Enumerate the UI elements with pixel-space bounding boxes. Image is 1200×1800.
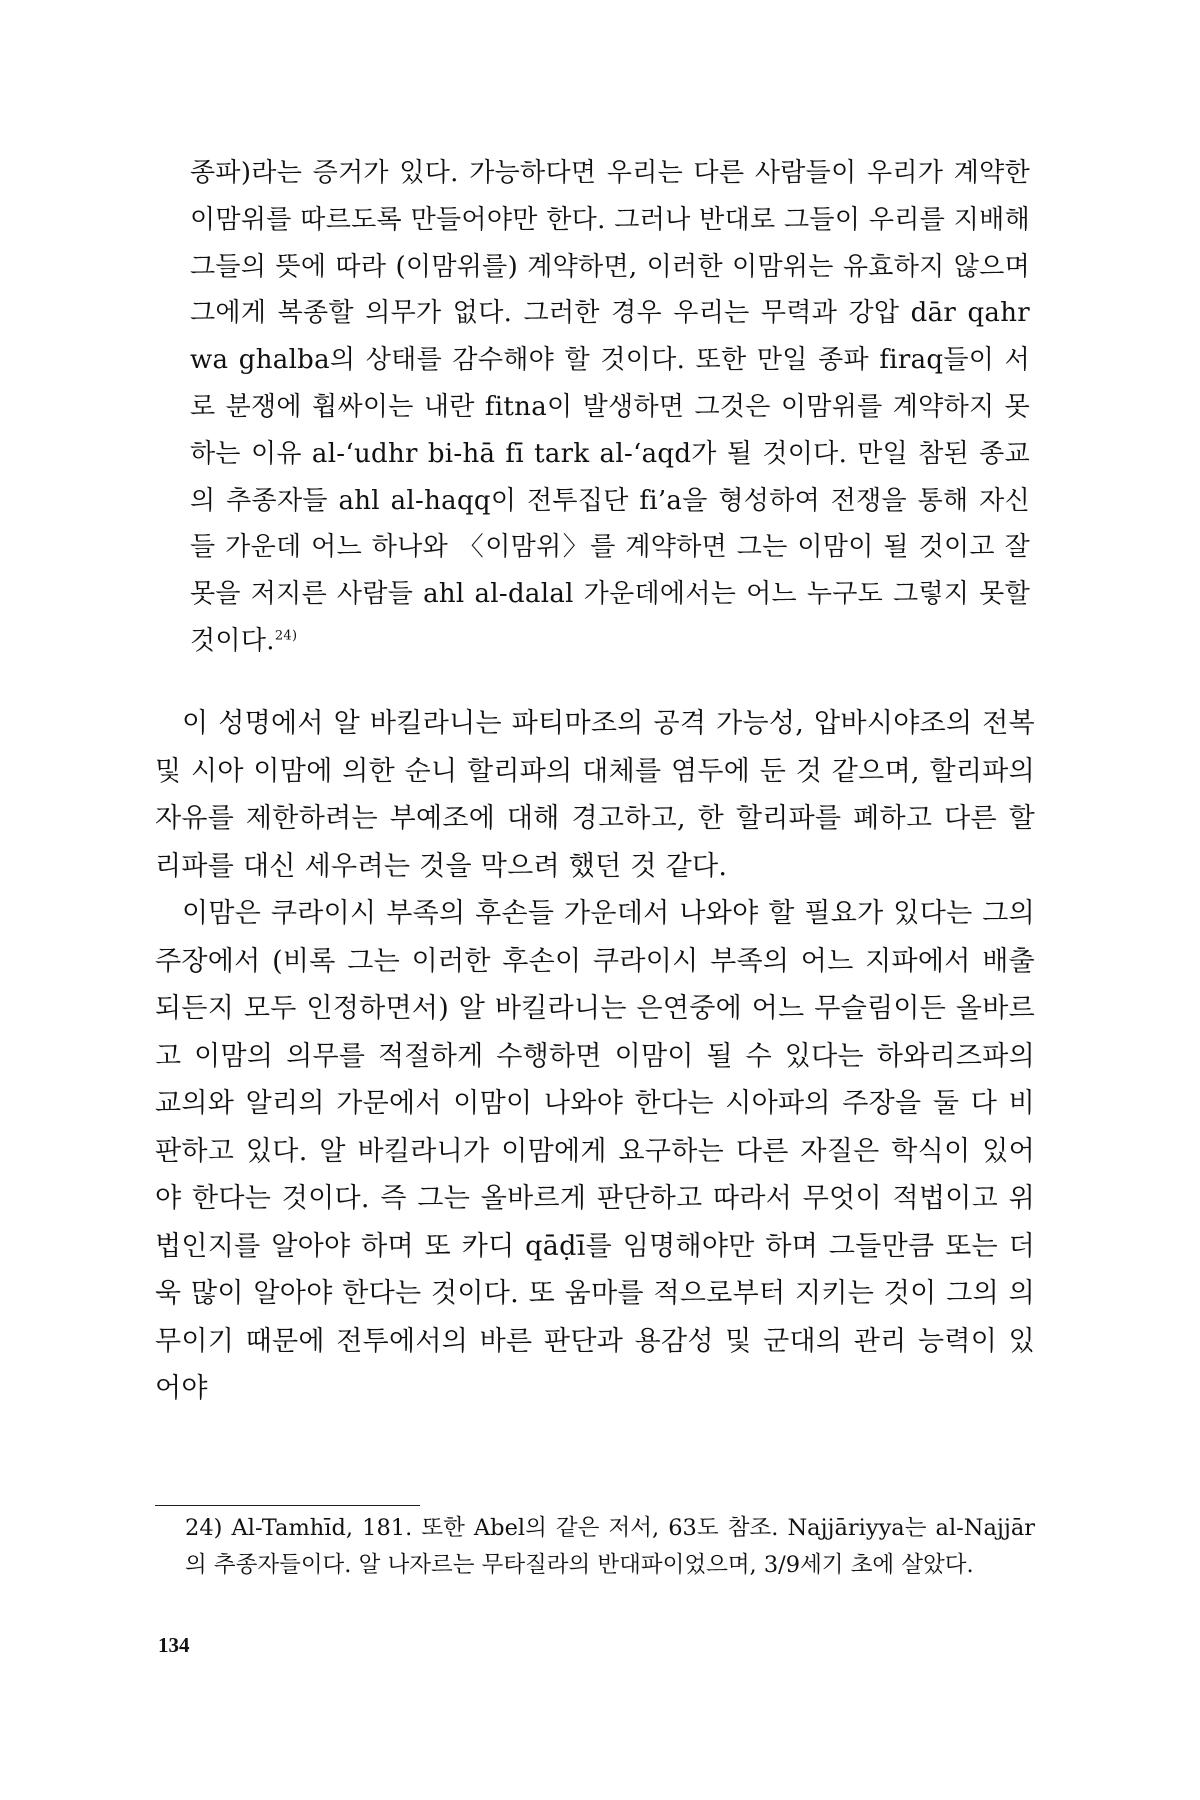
paragraph-2: 이맘은 쿠라이시 부족의 후손들 가운데서 나와야 할 필요가 있다는 그의 주장에서 (비록 그는 이러한 후손이 쿠라이시 부족의 어느 지파에서 배출되든지 모두 인정하면서) 알 바킬라니는 은연중에 어느 무슬림이든 올바르고 이맘의 의무를 적절하게 수행하면 이맘이 될 수 있다는 하와리즈파의 교의와 알리의 가문에서 이맘이 나와야 한다는 시아파의 주장을 둘 다 비판하고 있다. 알 바킬라니가 이맘에게 요구하는 다른 자질은 학식이 있어야 한다는 것이다. 즉 그는 올바르게 판단하고 따라서 무엇이 적법이고 위법인지를 알아야 하며 또 카디 qāḍī를 임명해야만 하며 그들만큼 또는 더욱 많이 알아야 한다는 것이다. 또 움마를 적으로부터 지키는 것이 그의 의무이기 때문에 전투에서의 바른 판단과 용감성 및 군대의 관리 능력이 있어야 xyxy=(155,898,1035,1404)
body-text xyxy=(155,700,1035,1413)
paragraph-1: 이 성명에서 알 바킬라니는 파티마조의 공격 가능성, 압바시야조의 전복 및 시아 이맘에 의한 순니 할리파의 대체를 염두에 둔 것 같으며, 할리파의 자유를 제한하려는 부예조에 대해 경고하고, 한 할리파를 폐하고 다른 할리파를 대신 세우려는 것을 막으려 했던 것 같다. xyxy=(155,708,1035,882)
footnote-24: 24) Al-Tamhīd, 181. 또한 Abel의 같은 저서, 63도 참조. Najjāriyya는 al-Najjār의 추종자들이다. 알 나자르는 무타질라의 반대파이었으며, 3/9세기 초에 살았다. xyxy=(185,1515,1035,1578)
block-quote-text: 종파)라는 증거가 있다. 가능하다면 우리는 다른 사람들이 우리가 계약한 이맘위를 따르도록 만들어야만 한다. 그러나 반대로 그들이 우리를 지배해 그들의 뜻에 따라 (이맘위를) 계약하면, 이러한 이맘위는 유효하지 않으며 그에게 복종할 의무가 없다. 그러한 경우 우리는 무력과 강압 dār qahr wa ghalba의 상태를 감수해야 할 것이다. 또한 만일 종파 firaq들이 서로 분쟁에 휩싸이는 내란 fitna이 발생하면 그것은 이맘위를 계약하지 못하는 이유 al-‘udhr bi-hā fī tark al-‘aqd가 될 것이다. 만일 참된 종교의 추종자들 ahl al-haqq이 전투집단 fi’a을 형성하여 전쟁을 통해 자신들 가운데 어느 하나와 〈이맘위〉를 계약하면 그는 이맘이 될 것이고 잘못을 저지른 사람들 ahl al-dalal 가운데에서는 어느 누구도 그렇지 못할 것이다. xyxy=(190,158,1030,656)
footnote-divider xyxy=(155,1505,420,1506)
block-quote xyxy=(190,150,1030,665)
page-number: 134 xyxy=(158,1633,190,1657)
footnote-reference: 24) xyxy=(274,628,298,644)
